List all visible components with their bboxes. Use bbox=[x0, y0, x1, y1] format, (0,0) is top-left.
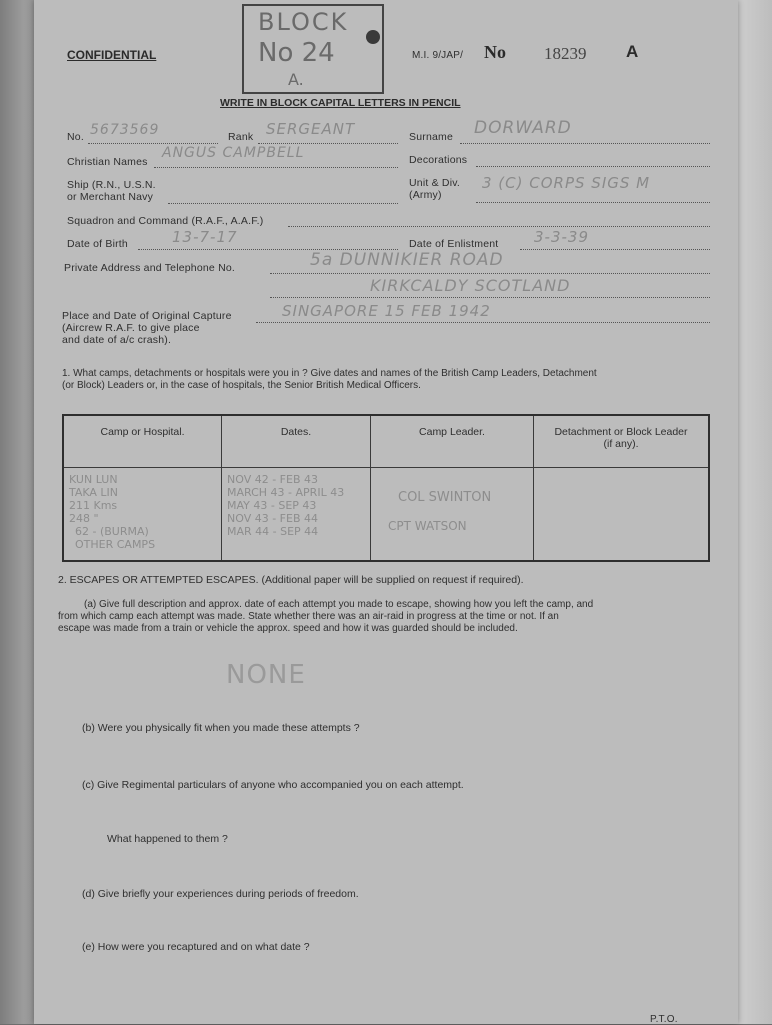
camps-column bbox=[65, 469, 220, 555]
header-detachment: Detachment or Block Leader (if any). bbox=[534, 415, 710, 468]
question-2b: (b) Were you physically fit when you made these attempts ? bbox=[82, 722, 360, 734]
confidential-heading: CONFIDENTIAL bbox=[67, 48, 157, 62]
address-label: Private Address and Telephone No. bbox=[64, 262, 236, 274]
question-2d: (d) Give briefly your experiences during periods of freedom. bbox=[82, 888, 359, 900]
form-number: 18239 bbox=[544, 44, 587, 63]
decorations-label: Decorations bbox=[409, 154, 468, 166]
instruction-heading: WRITE IN BLOCK CAPITAL LETTERS IN PENCIL bbox=[220, 97, 461, 109]
list-item: NOV 43 - FEB 44 bbox=[227, 512, 318, 525]
christian-names-label: Christian Names bbox=[67, 156, 148, 168]
question-2e: (e) How were you recaptured and on what date ? bbox=[82, 941, 310, 953]
unit-value: 3 (C) CORPS SIGS M bbox=[482, 174, 651, 192]
list-item: MARCH 43 - APRIL 43 bbox=[227, 486, 345, 499]
address-value-line2: KIRKCALDY SCOTLAND bbox=[370, 276, 571, 295]
question-2c: (c) Give Regimental particulars of anyone who accompanied you on each attempt. bbox=[82, 779, 464, 791]
reference-code: M.I. 9/JAP/ bbox=[412, 50, 464, 61]
list-item: CPT WATSON bbox=[388, 519, 467, 533]
table-row bbox=[63, 468, 709, 562]
list-item: KUN LUN bbox=[69, 473, 118, 486]
list-item: OTHER CAMPS bbox=[75, 538, 156, 551]
rank-label: Rank bbox=[228, 131, 254, 143]
list-item: 248 " bbox=[69, 512, 99, 525]
ship-label: Ship (R.N., U.S.N. or Merchant Navy bbox=[67, 179, 156, 203]
rank-value: SERGEANT bbox=[266, 120, 356, 138]
header-camp-leader: Camp Leader. bbox=[371, 415, 534, 468]
list-item: 62 - (BURMA) bbox=[75, 525, 149, 538]
capture-value: SINGAPORE 15 FEB 1942 bbox=[282, 302, 491, 320]
camps-table bbox=[62, 414, 710, 562]
capture-label: Place and Date of Original Capture (Aircrew R.A.F. to give place and date of a/c crash). bbox=[62, 310, 232, 346]
no-value: 5673569 bbox=[90, 122, 160, 138]
header-dates: Dates. bbox=[222, 415, 371, 468]
address-value-line1: 5a DUNNIKIER ROAD bbox=[310, 250, 504, 270]
list-item: NOV 42 - FEB 43 bbox=[227, 473, 318, 486]
list-item: 211 Kms bbox=[69, 499, 118, 512]
stamp-line-1: BLOCK bbox=[258, 8, 349, 36]
surname-value: DORWARD bbox=[474, 118, 572, 138]
block-stamp bbox=[242, 4, 384, 94]
answer-2a: NONE bbox=[226, 660, 306, 690]
stamp-line-3: A. bbox=[288, 70, 304, 89]
pto-note: P.T.O. bbox=[650, 1014, 678, 1025]
list-item: MAY 43 - SEP 43 bbox=[227, 499, 317, 512]
no-label: No. bbox=[67, 131, 84, 143]
dob-value: 13-7-17 bbox=[172, 228, 238, 246]
leaders-column bbox=[372, 469, 532, 537]
question-2c-followup: What happened to them ? bbox=[107, 833, 228, 845]
dates-column bbox=[223, 469, 369, 542]
squadron-label: Squadron and Command (R.A.F., A.A.F.) bbox=[67, 215, 264, 227]
table-header-row bbox=[63, 415, 709, 468]
enlistment-value: 3-3-39 bbox=[534, 228, 589, 246]
unit-label: Unit & Div. (Army) bbox=[409, 177, 461, 201]
header-camp: Camp or Hospital. bbox=[63, 415, 222, 468]
list-item: TAKA LIN bbox=[69, 486, 119, 499]
question-2-title: 2. ESCAPES OR ATTEMPTED ESCAPES. (Additional paper will be supplied on request if required). bbox=[58, 574, 524, 586]
dob-label: Date of Birth bbox=[67, 238, 128, 250]
binder-hole bbox=[366, 30, 380, 44]
list-item: COL SWINTON bbox=[398, 490, 492, 505]
number-label: No bbox=[484, 42, 506, 62]
surname-label: Surname bbox=[409, 131, 454, 143]
form-suffix: A bbox=[626, 42, 639, 61]
question-2a: (a) Give full description and approx. date of each attempt you made to escape, showing how you left the camp, and from which camp each attempt was made. State whether there was an air-raid in progress at the time or not. If an escape was made from a train or vehicle the approx. speed and how it was guarded should be included. bbox=[58, 599, 594, 634]
enlistment-label: Date of Enlistment bbox=[409, 238, 499, 250]
christian-names-value: ANGUS CAMPBELL bbox=[162, 145, 305, 161]
list-item: MAR 44 - SEP 44 bbox=[227, 525, 319, 538]
question-1: 1. What camps, detachments or hospitals were you in ? Give dates and names of the British Camp Leaders, Detachment (or Block) Leaders or, in the case of hospitals, the Senior British Medical Officers. bbox=[62, 368, 597, 391]
stamp-line-2: No 24 bbox=[258, 38, 335, 68]
form-sheet bbox=[34, 0, 738, 1024]
